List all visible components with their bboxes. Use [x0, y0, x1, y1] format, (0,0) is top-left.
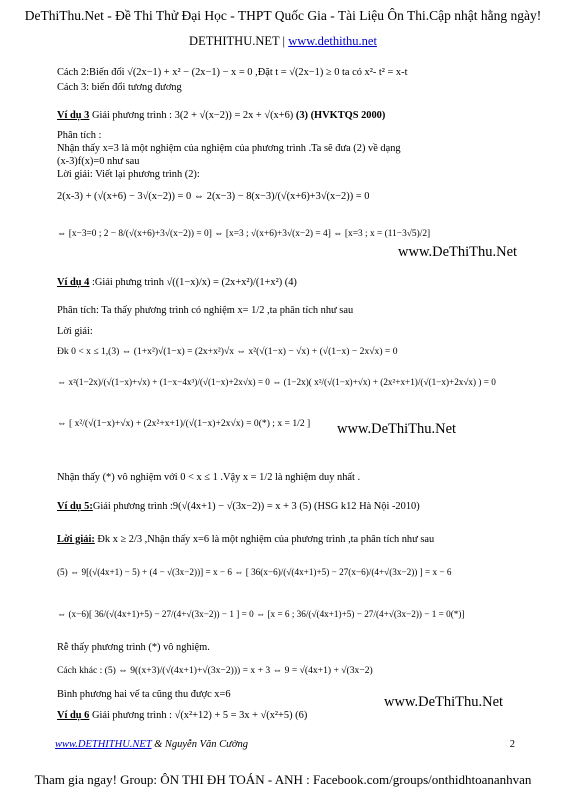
source: (HSG k12 Hà Nội -2010) [314, 501, 420, 512]
site-name: DETHITHU.NET | [189, 34, 289, 48]
eq-number: (4) [282, 277, 297, 288]
equation: √((1−x)/x) = (2x+x²)/(1+x²) [166, 277, 283, 288]
eq-number: (5) [296, 501, 315, 512]
group-banner: Tham gia ngay! Group: ÔN THI ĐH TOÁN - ANH : Facebook.com/groups/onthidhtoananhvan [34, 772, 532, 787]
watermark-1: www.DeThiThu.Net [398, 244, 518, 260]
example-label: Ví dụ 4 [57, 277, 90, 288]
text: Đk x ≥ 2/3 ,Nhận thấy x=6 là một nghiệm của phương trình ,ta phân tích như sau [94, 534, 435, 545]
vd3-eq2: ⇔ [x−3=0 ; 2 − 8/(√(x+6)+3√(x−2)) = 0] ⇔ [x=3 ; √(x+6)+3√(x−2) = 4] ⇔ [x=3 ; x = (11−3√5)/2] [57, 229, 431, 239]
watermark-3: www.DeThiThu.Net [384, 694, 504, 710]
vd5-alt: Cách khác : (5) ⇔ 9((x+3)/(√(4x+1)+√(3x−2))) = x + 3 ⇔ 9 = √(4x+1) + √(3x−2) [57, 665, 373, 676]
eq-number: (6) [292, 710, 308, 721]
vd4-eq1: Đk 0 < x ≤ 1,(3) ⇔ (1+x²)√(1−x) = (2x+x²)√x ⇔ x²(√(1−x) − √x) + (√(1−x) − 2x√x) = 0 [57, 346, 398, 357]
vd3-pt2: (x-3)f(x)=0 như sau [57, 156, 140, 167]
header-site [0, 34, 566, 49]
vd4-eq3: ⇔ [ x²/(√(1−x)+√x) + (2x²+x+1)/(√(1−x)+2x√x) = 0(*) ; x = 1/2 ] [57, 418, 311, 429]
vd3-pt-title: Phân tích : [57, 130, 102, 141]
vd4-lg: Lời giải: [57, 326, 93, 337]
header-title: DeThiThu.Net - Đề Thi Thử Đại Học - THPT Quốc Gia - Tài Liệu Ôn Thi.Cập nhật hằng ngày! [24, 8, 542, 23]
page-footer [55, 739, 515, 750]
vd5-heading [57, 500, 420, 513]
footer-author: & Nguyễn Văn Cường [151, 739, 248, 750]
page-number: 2 [509, 739, 515, 750]
footer-link[interactable]: www.DETHITHU.NET [55, 739, 152, 750]
solution-label: Lời giải: [57, 534, 95, 545]
equation: √(2x−1) + x² − (2x−1) − x = 0 [127, 67, 253, 78]
example-label: Ví dụ 6 [57, 710, 90, 721]
cach2-line [57, 66, 407, 79]
vd4-heading [57, 276, 297, 289]
vd3-lg: Lời giải: Viết lại phương trình (2): [57, 169, 200, 180]
text: Giải phương trình : [89, 110, 175, 121]
vd5-square: Bình phương hai vế ta cũng thu được x=6 [57, 689, 231, 700]
vd3-pt1: Nhận thấy x=3 là một nghiệm của nghiệm của phương trình .Ta sẽ đưa (2) về dạng [57, 143, 401, 154]
vd4-conclusion: Nhận thấy (*) vô nghiệm với 0 < x ≤ 1 .Vậy x = 1/2 là nghiệm duy nhất . [57, 472, 361, 483]
text: Giải phương trình : [92, 501, 173, 512]
vd6-heading [57, 709, 307, 722]
vd5-lg [57, 533, 434, 546]
text: Giải phương trình : [89, 710, 175, 721]
equation: 3(2 + √(x−2)) = 2x + √(x+6) [174, 110, 294, 121]
text: Cách 2:Biến đổi [57, 67, 125, 78]
equation: 9(√(4x+1) − √(3x−2)) = x + 3 [172, 501, 297, 512]
watermark-2: www.DeThiThu.Net [337, 421, 457, 437]
site-link[interactable]: www.dethithu.net [288, 34, 377, 48]
vd4-eq2: ⇔ x²(1−2x)/(√(1−x)+√x) + (1−x−4x³)/(√(1−x)+2x√x) = 0 ⇔ (1−2x)( x²/(√(1−x)+√x) + (2x²+x+1)/(√(1−x)+2x√x) ) = 0 [57, 377, 496, 387]
vd4-pt: Phân tích: Ta thấy phương trình có nghiệm x= 1/2 ,ta phân tích như sau [57, 305, 354, 316]
text: ,Đặt t = √(2x−1) ≥ 0 ta có x²- t² = x-t [255, 67, 408, 78]
equation: √(x²+12) + 5 = 3x + √(x²+5) [174, 710, 293, 721]
cach3-line: Cách 3: biến đổi tương đương [57, 82, 182, 93]
vd5-eq2: ⇔ (x−6)[ 36/(√(4x+1)+5) − 27/(4+√(3x−2)) − 1 ] = 0 ⇔ [x = 6 ; 36/(√(4x+1)+5) − 27/(4+√(3x−2)) − 1 = 0(*)] [57, 609, 465, 619]
vd3-heading [57, 109, 385, 122]
source: (HVKTQS 2000) [307, 110, 386, 121]
vd5-eq1: (5) ⇔ 9[(√(4x+1) − 5) + (4 − √(3x−2))] = x − 6 ⇔ [ 36(x−6)/(√(4x+1)+5) − 27(x−6)/(4+√(3x−2)) ] = x − 6 [57, 567, 452, 577]
example-label: Ví dụ 3 [57, 110, 90, 121]
vd5-note: Rễ thấy phương trình (*) vô nghiệm. [57, 642, 210, 653]
text: :Giải phưng trình [89, 277, 167, 288]
eq-number: (3) [293, 110, 308, 121]
example-label: Ví dụ 5: [57, 501, 93, 512]
vd3-eq1: 2(x-3) + (√(x+6) − 3√(x−2)) = 0 ⇔ 2(x−3) − 8(x−3)/(√(x+6)+3√(x−2)) = 0 [57, 191, 370, 202]
